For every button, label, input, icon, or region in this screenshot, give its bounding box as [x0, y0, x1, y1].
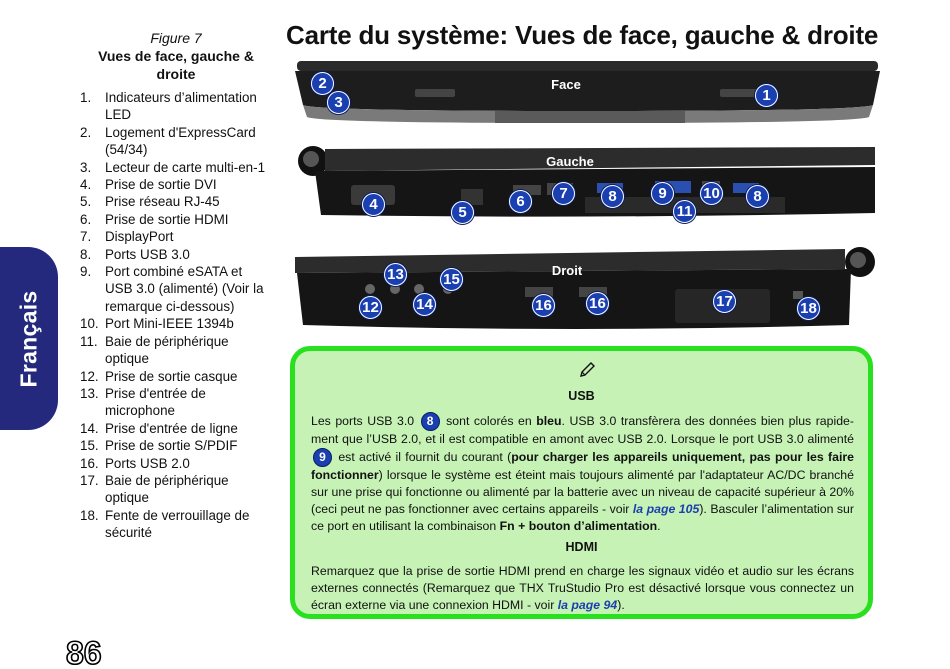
- legend-item-text: Ports USB 2.0: [105, 455, 190, 471]
- legend-item: [80, 89, 270, 124]
- language-tab: [0, 247, 58, 430]
- hdmi-text: Remarquez que la prise de sortie HDMI prend en charge les signaux vidéo et audio sur les écrans externes connectés (Remarquez que THX TruStudio Pro est désactivé lorsque vous connectez un écran externe via une connexion HDMI - voir: [311, 564, 854, 612]
- legend-item: [80, 315, 270, 332]
- callout-badge: 5: [451, 201, 474, 224]
- callout-badge: 12: [359, 296, 382, 319]
- usb-bold: pour charger les appareils uniquement, pas pour les faire fonctionner: [311, 449, 854, 482]
- left-view-label: Gauche: [546, 154, 594, 169]
- left-view: [295, 145, 880, 225]
- callout-badge: 18: [797, 297, 820, 320]
- legend-item-number: 17.: [80, 472, 99, 488]
- usb-bold: bleu: [536, 413, 562, 428]
- callout-badge: 14: [413, 293, 436, 316]
- legend-item-number: 8.: [80, 246, 92, 262]
- legend-item: [80, 176, 270, 193]
- legend-item: [80, 246, 270, 263]
- hdmi-heading: HDMI: [565, 540, 598, 554]
- legend-item-number: 15.: [80, 438, 99, 454]
- usb-heading: USB: [568, 389, 595, 403]
- callout-badge: 16: [532, 294, 555, 317]
- legend-item: [80, 420, 270, 437]
- callout-badge: 2: [311, 72, 334, 95]
- legend-item-text: Indicateurs d’alimentation LED: [105, 90, 257, 123]
- legend-item-text: Port Mini-IEEE 1394b: [105, 316, 234, 332]
- usb-text: sont colorés en: [446, 413, 532, 428]
- inline-badge: 9: [313, 448, 332, 467]
- legend-item-number: 12.: [80, 368, 99, 384]
- legend-item-text: Prise d'entrée de microphone: [105, 385, 206, 419]
- legend-item: [80, 507, 270, 542]
- legend-item-text: Prise réseau RJ-45: [105, 194, 220, 210]
- legend-item-number: 4.: [80, 177, 92, 193]
- usb-text: .: [657, 519, 661, 533]
- legend-item-text: Baie de périphérique optique: [105, 333, 229, 367]
- legend-item-text: Ports USB 3.0: [105, 246, 190, 262]
- legend-item-number: 13.: [80, 385, 99, 401]
- legend-item-text: Baie de périphérique optique: [105, 472, 229, 506]
- legend-item-text: Lecteur de carte multi-en-1: [105, 159, 266, 175]
- callout-badge: 7: [552, 182, 575, 205]
- legend-item-number: 18.: [80, 507, 99, 523]
- legend-item-number: 5.: [80, 194, 92, 210]
- callout-badge: 10: [700, 182, 723, 205]
- usb-text: est activé il fournit du courant (: [338, 449, 512, 464]
- usb-text: Les ports USB 3.0: [311, 413, 415, 428]
- legend-item: [80, 333, 270, 368]
- legend-item-text: Prise de sortie HDMI: [105, 211, 229, 227]
- callout-badge: 3: [327, 91, 350, 114]
- usb-text: . USB 3.0 transfèrera des données bien plus rapide-ment que l’USB 2.0, et il est compatible en amont avec USB 2.0. Lorsque le port USB 3.0 alimenté: [311, 413, 854, 446]
- legend-list: [80, 89, 270, 542]
- usb-paragraph: [311, 412, 854, 535]
- callout-badge: 9: [651, 182, 674, 205]
- page-number: [66, 634, 102, 669]
- legend-item: [80, 385, 270, 420]
- note-box: [290, 346, 873, 619]
- legend-item-number: 11.: [80, 333, 98, 349]
- legend-item-number: 2.: [80, 124, 92, 140]
- legend-item-number: 16.: [80, 455, 99, 471]
- legend-item-number: 7.: [80, 229, 92, 245]
- callout-badge: 6: [509, 190, 532, 213]
- right-view: [295, 245, 880, 331]
- usb-text: ) lorsque le système est éteint mais toujours alimenté par l'adaptateur AC/DC branché sur une prise qui fonctionne ou alimenté par la batterie avec un niveau de capacité supérieur à 20% (ceci peut ne pas fonctionner avec certains appareils - voir: [311, 468, 854, 516]
- legend-item-text: Prise de sortie S/PDIF: [105, 438, 238, 454]
- legend-item-number: 6.: [80, 211, 92, 227]
- legend-item: [80, 263, 270, 315]
- callout-badge: 1: [755, 84, 778, 107]
- callout-badge: 16: [586, 292, 609, 315]
- legend-item-number: 1.: [80, 90, 92, 105]
- pencil-icon: [578, 361, 596, 379]
- page-link[interactable]: la page 94: [557, 598, 618, 612]
- callout-badge: 17: [713, 290, 736, 313]
- callout-badge: 8: [601, 185, 624, 208]
- usb-text: ). Basculer l’alimentation sur ce port en utilisant la combinaison: [311, 502, 854, 533]
- legend-item: [80, 211, 270, 228]
- legend-item: [80, 193, 270, 210]
- page-number-text: 86: [66, 635, 102, 669]
- callout-badge: 15: [440, 268, 463, 291]
- inline-badge: 8: [421, 412, 440, 431]
- legend-item-text: Logement d'ExpressCard (54/34): [105, 124, 256, 158]
- hdmi-text: ).: [617, 598, 625, 612]
- legend-item: [80, 455, 270, 472]
- legend-item: [80, 159, 270, 176]
- front-view-image: [295, 59, 880, 129]
- legend-item: [80, 228, 270, 245]
- legend-item-number: 9.: [80, 264, 92, 280]
- front-view: [295, 59, 880, 129]
- figure-number: Figure 7: [150, 30, 202, 46]
- legend-item-text: Prise d'entrée de ligne: [105, 420, 238, 436]
- legend-item-number: 14.: [80, 420, 99, 436]
- legend-item: [80, 368, 270, 385]
- language-tab-label: Français: [15, 289, 42, 388]
- hdmi-paragraph: [311, 563, 854, 614]
- figure-caption: [86, 29, 266, 83]
- legend-item-text: Prise de sortie casque: [105, 368, 238, 384]
- front-view-label: Face: [551, 77, 581, 92]
- legend-item-number: 10.: [80, 316, 99, 332]
- legend-item-text: Fente de verrouillage de sécurité: [105, 507, 250, 541]
- usb-bold: Fn + bouton d’alimentation: [499, 519, 658, 533]
- legend-item: [80, 124, 270, 159]
- callout-badge: 4: [362, 193, 385, 216]
- callout-badge: 8: [746, 185, 769, 208]
- right-view-label: Droit: [551, 263, 583, 278]
- right-view-image: [295, 245, 880, 331]
- figure-title: Vues de face, gauche & droite: [98, 48, 254, 82]
- page-title: Carte du système: Vues de face, gauche & droite: [286, 20, 879, 50]
- legend-item-text: DisplayPort: [105, 229, 174, 245]
- legend-item-text: Port combiné eSATA et USB 3.0 (alimenté) (Voir la remarque ci-dessous): [105, 264, 264, 314]
- callout-badge: 11: [673, 200, 696, 223]
- callout-badge: 13: [384, 263, 407, 286]
- legend-item: [80, 437, 270, 454]
- legend-item: [80, 472, 270, 507]
- page-link[interactable]: la page 105: [632, 502, 700, 516]
- legend-item-number: 3.: [80, 159, 92, 175]
- legend-item-text: Prise de sortie DVI: [105, 177, 217, 193]
